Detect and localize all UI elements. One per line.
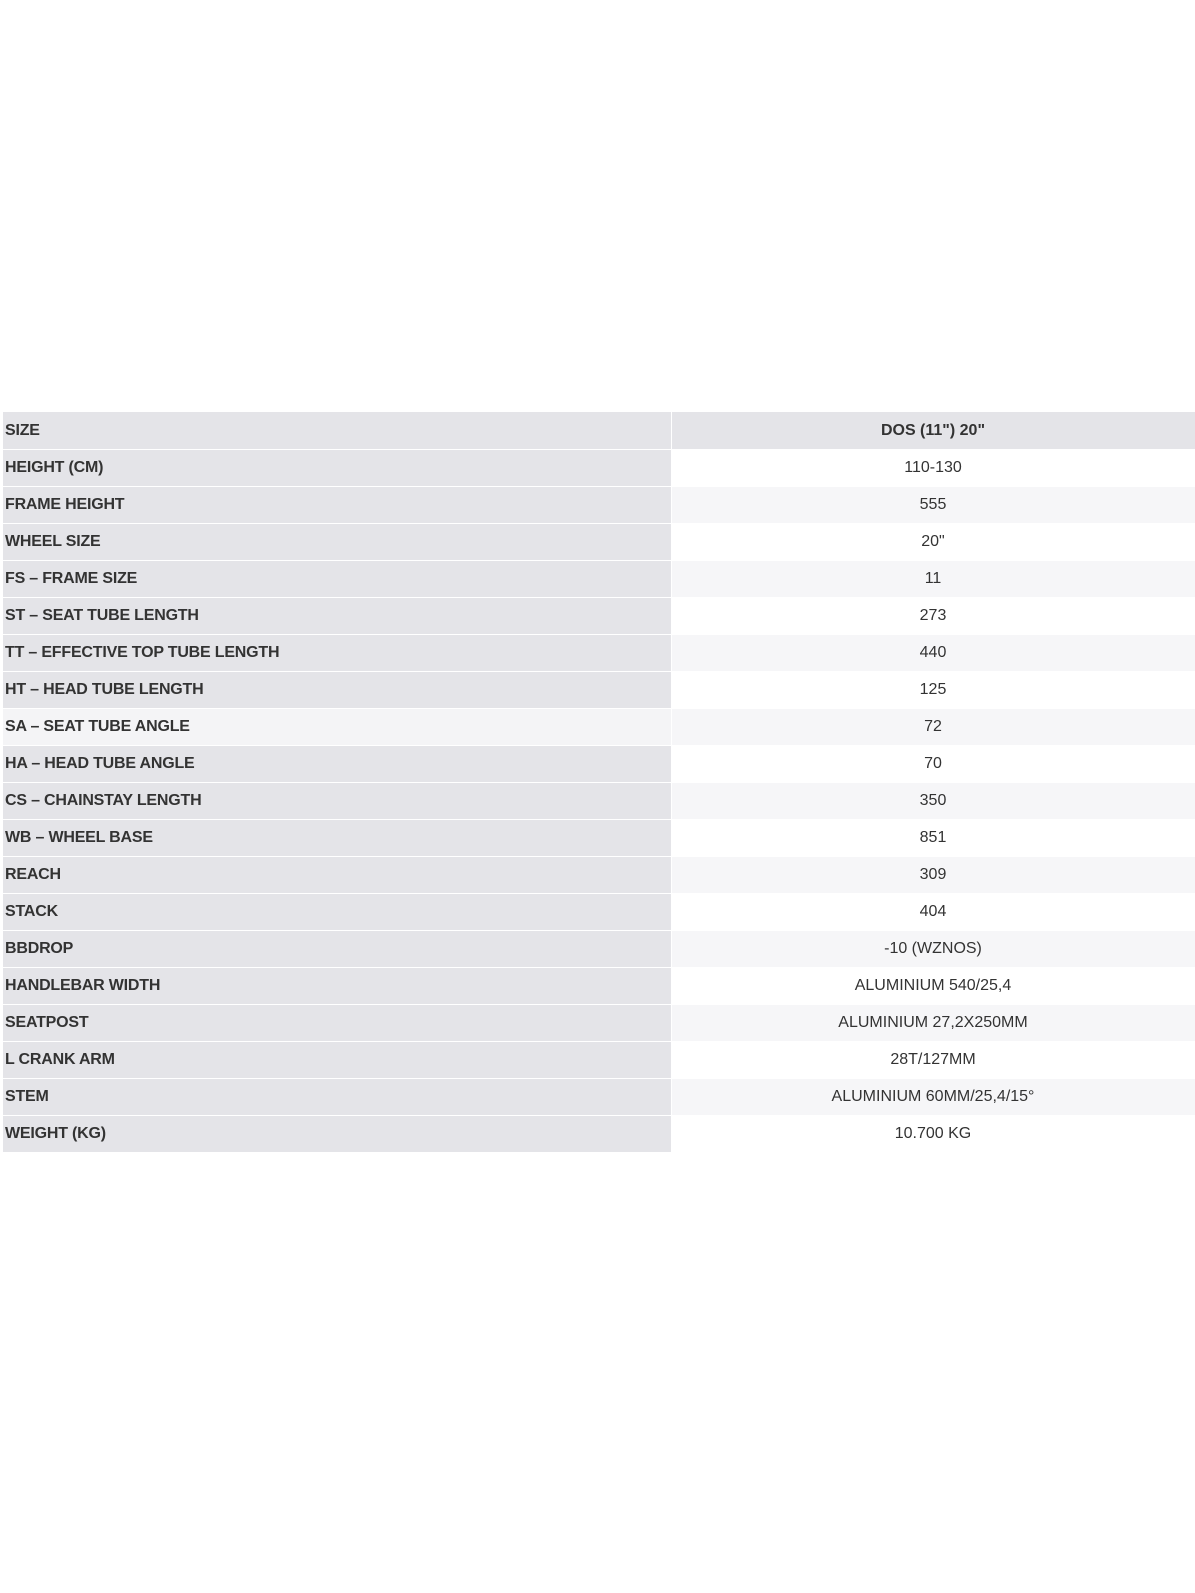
table-row — [3, 635, 1195, 672]
row-value: 350 — [671, 783, 1195, 820]
table-row — [3, 783, 1195, 820]
table-row — [3, 1005, 1195, 1042]
row-label: HANDLEBAR WIDTH — [3, 968, 671, 1005]
table-row — [3, 561, 1195, 598]
row-value: -10 (WZNOS) — [671, 931, 1195, 968]
row-value: 273 — [671, 598, 1195, 635]
table-row — [3, 1042, 1195, 1079]
geometry-spec-table — [3, 411, 1195, 1153]
row-label: HEIGHT (CM) — [3, 450, 671, 487]
row-label: FS – FRAME SIZE — [3, 561, 671, 598]
row-value: 28T/127MM — [671, 1042, 1195, 1079]
table-row — [3, 931, 1195, 968]
header-label-cell: SIZE — [3, 412, 671, 450]
row-value: ALUMINIUM 540/25,4 — [671, 968, 1195, 1005]
row-label: BBDROP — [3, 931, 671, 968]
row-label: TT – EFFECTIVE TOP TUBE LENGTH — [3, 635, 671, 672]
row-value: ALUMINIUM 60MM/25,4/15° — [671, 1079, 1195, 1116]
table-row — [3, 857, 1195, 894]
row-value: 70 — [671, 746, 1195, 783]
table-row — [3, 487, 1195, 524]
row-label: ST – SEAT TUBE LENGTH — [3, 598, 671, 635]
row-label: WHEEL SIZE — [3, 524, 671, 561]
row-label: L CRANK ARM — [3, 1042, 671, 1079]
row-value: 10.700 KG — [671, 1116, 1195, 1153]
row-value: 20" — [671, 524, 1195, 561]
table-row — [3, 1079, 1195, 1116]
table-row — [3, 1116, 1195, 1153]
table-row — [3, 672, 1195, 709]
row-value: 440 — [671, 635, 1195, 672]
row-value: ALUMINIUM 27,2X250MM — [671, 1005, 1195, 1042]
table-row — [3, 894, 1195, 931]
table-row — [3, 598, 1195, 635]
table-row — [3, 746, 1195, 783]
row-label: WEIGHT (KG) — [3, 1116, 671, 1153]
row-label: REACH — [3, 857, 671, 894]
row-value: 555 — [671, 487, 1195, 524]
table-row — [3, 968, 1195, 1005]
row-label: WB – WHEEL BASE — [3, 820, 671, 857]
row-label: SA – SEAT TUBE ANGLE — [3, 709, 671, 746]
row-label: HT – HEAD TUBE LENGTH — [3, 672, 671, 709]
header-size-cell: DOS (11") 20" — [671, 412, 1195, 450]
row-value: 309 — [671, 857, 1195, 894]
row-label: FRAME HEIGHT — [3, 487, 671, 524]
row-label: CS – CHAINSTAY LENGTH — [3, 783, 671, 820]
table-row — [3, 450, 1195, 487]
row-value: 404 — [671, 894, 1195, 931]
row-label: STACK — [3, 894, 671, 931]
table-header-row — [3, 412, 1195, 450]
table-row — [3, 709, 1195, 746]
row-value: 11 — [671, 561, 1195, 598]
table-row — [3, 820, 1195, 857]
row-label: HA – HEAD TUBE ANGLE — [3, 746, 671, 783]
row-value: 851 — [671, 820, 1195, 857]
row-value: 72 — [671, 709, 1195, 746]
row-label: SEATPOST — [3, 1005, 671, 1042]
table-row — [3, 524, 1195, 561]
row-label: STEM — [3, 1079, 671, 1116]
row-value: 125 — [671, 672, 1195, 709]
row-value: 110-130 — [671, 450, 1195, 487]
